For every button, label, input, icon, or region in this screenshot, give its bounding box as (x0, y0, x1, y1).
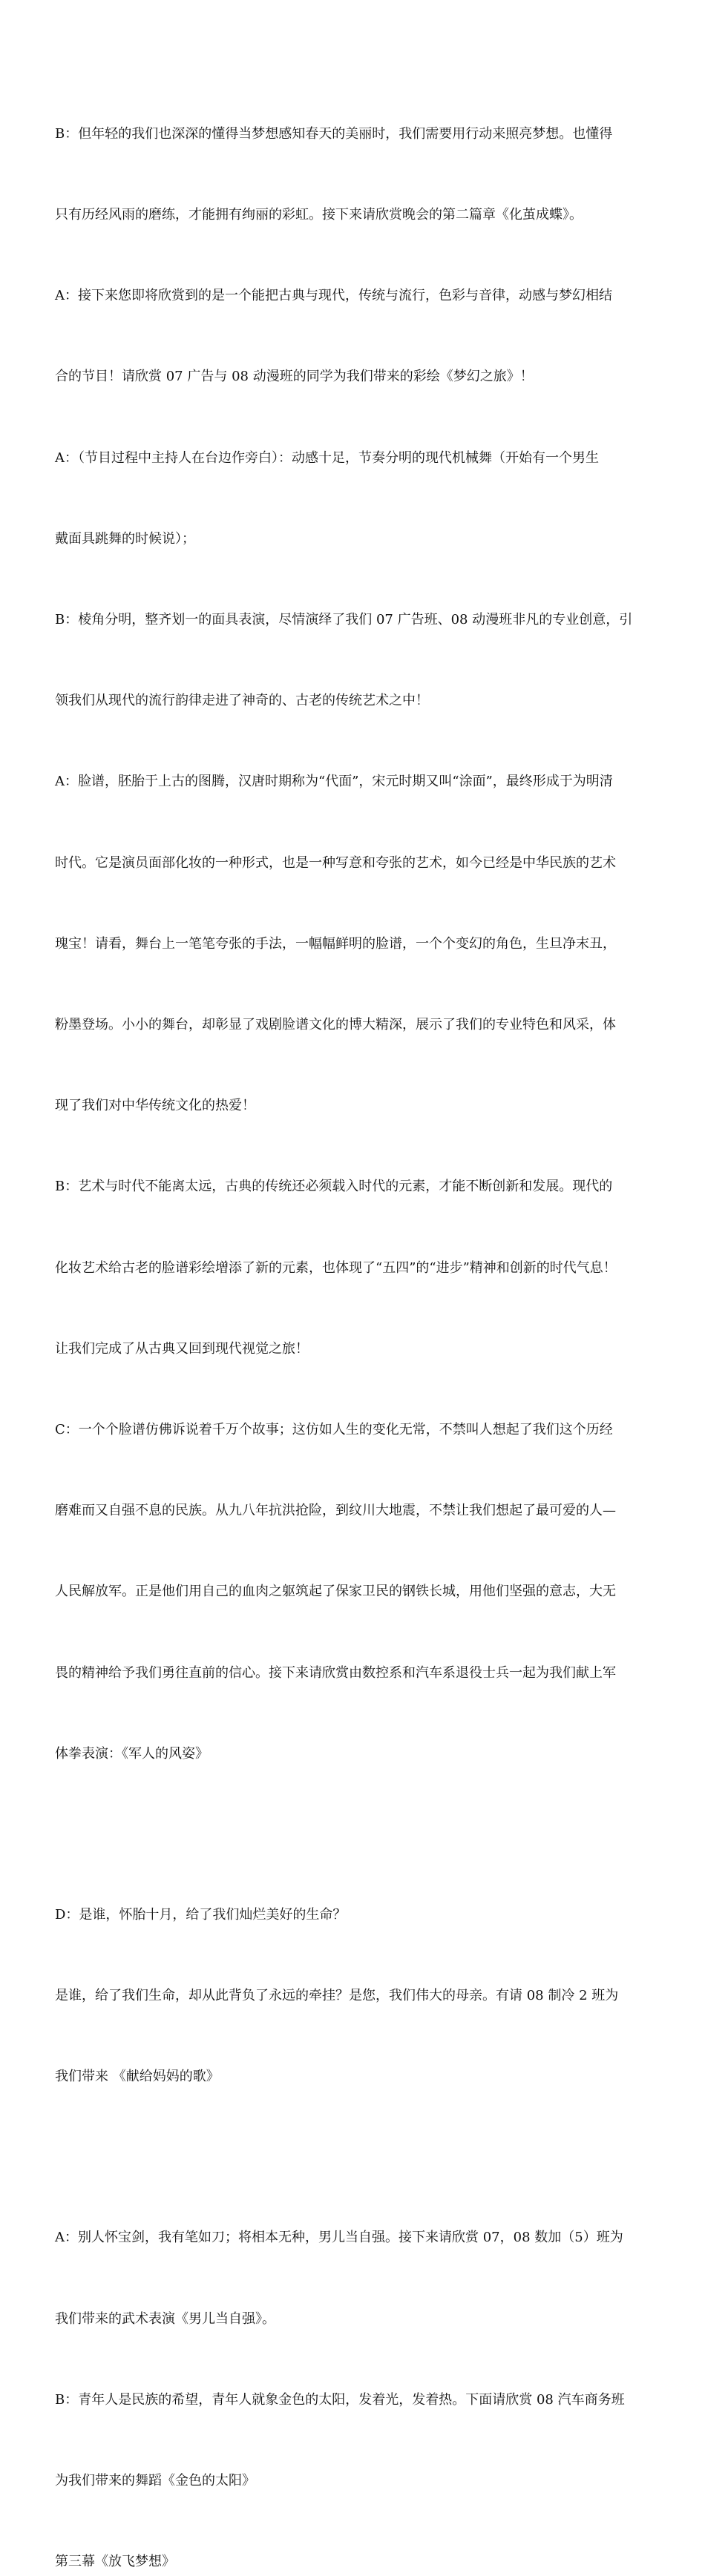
text-line: 是谁，给了我们生命，却从此背负了永远的牵挂？是您，我们伟大的母亲。有请 08 制冷 2 班为 (55, 1988, 619, 2004)
text-line: 为我们带来的舞蹈《金色的太阳》 (55, 2472, 255, 2488)
text-line: 化妆艺术给古老的脸谱彩绘增添了新的元素，也体现了“五四”的“进步”精神和创新的时代气息！ (55, 1259, 617, 1276)
text-line: 让我们完成了从古典又回到现代视觉之旅！ (55, 1340, 309, 1357)
text-line: 现了我们对中华传统文化的热爱！ (55, 1098, 255, 1114)
text-line: A：（节目过程中主持人在台边作旁白）：动感十足，节奏分明的现代机械舞（开始有一个男生 (55, 449, 599, 466)
text-line: 体拳表演：《军人的风姿》 (55, 1745, 209, 1762)
text-line: A：接下来您即将欣赏到的是一个能把古典与现代，传统与流行，色彩与音律，动感与梦幻相结 (55, 288, 612, 304)
text-line: D：是谁，怀胎十月，给了我们灿烂美好的生命？ (55, 1906, 347, 1923)
text-line: 时代。它是演员面部化妆的一种形式，也是一种写意和夸张的艺术，如今已经是中华民族的艺术 (55, 854, 616, 871)
text-line: B：艺术与时代不能离太远，古典的传统还必须载入时代的元素，才能不断创新和发展。现代的 (55, 1179, 613, 1195)
text-line: 畏的精神给予我们勇往直前的信心。接下来请欣赏由数控系和汽车系退役士兵一起为我们献上军 (55, 1664, 616, 1681)
text-line: A：脸谱，胚胎于上古的图腾，汉唐时期称为“代面”，宋元时期又叫“涂面”，最终形成于为明清 (55, 774, 613, 790)
text-line: 只有历经风雨的磨练，才能拥有绚丽的彩虹。接下来请欣赏晚会的第二篇章《化茧成蝶》。 (55, 207, 583, 223)
script-block-3 (55, 2171, 653, 2549)
text-line: 我们带来的武术表演《男儿当自强》。 (55, 2310, 275, 2327)
paragraph-gap (55, 1822, 653, 1848)
text-line: B：但年轻的我们也深深的懂得当梦想感知春天的美丽时，我们需要用行动来照亮梦想。也懂得 (55, 125, 613, 142)
text-line: 我们带来 《献给妈妈的歌》 (55, 2069, 220, 2085)
text-line: 磨难而又自强不息的民族。从九八年抗洪抢险，到纹川大地震，不禁让我们想起了最可爱的人— (55, 1503, 616, 1519)
script-block-1 (55, 67, 653, 1822)
text-line: A：别人怀宝剑，我有笔如刀；将相本无种，男儿当自强。接下来请欣赏 07，08 数加（5）班为 (55, 2230, 623, 2246)
text-line: C：一个个脸谱仿佛诉说着千万个故事；这仿如人生的变化无常，不禁叫人想起了我们这个历经 (55, 1422, 613, 1438)
text-line: 领我们从现代的流行韵律走进了神奇的、古老的传统艺术之中！ (55, 693, 429, 709)
paragraph-gap (55, 2145, 653, 2171)
text-line: B：棱角分明，整齐划一的面具表演，尽情演绎了我们 07 广告班、08 动漫班非凡的专业创意，引 (55, 612, 633, 628)
text-line: 瑰宝！请看，舞台上一笔笔夸张的手法，一幅幅鲜明的脸谱，一个个变幻的角色，生旦净末丑， (55, 935, 616, 952)
text-line: B：青年人是民族的希望，青年人就象金色的太阳，发着光，发着热。下面请欣赏 08 汽车商务班 (55, 2391, 625, 2408)
script-block-2 (55, 1848, 653, 2144)
text-line: 戴面具跳舞的时候说）； (55, 530, 195, 547)
section-heading: 第三幕《放飞梦想》 (55, 2554, 175, 2570)
document-page (55, 67, 653, 2576)
text-line: 粉墨登场。小小的舞台，却彰显了戏剧脸谱文化的博大精深，展示了我们的专业特色和风采，体 (55, 1017, 616, 1033)
text-line: 人民解放军。正是他们用自己的血肉之躯筑起了保家卫民的钢铁长城，用他们坚强的意志，大无 (55, 1584, 616, 1600)
text-line: 合的节目！请欣赏 07 广告与 08 动漫班的同学为我们带来的彩绘《梦幻之旅》！ (55, 369, 534, 385)
